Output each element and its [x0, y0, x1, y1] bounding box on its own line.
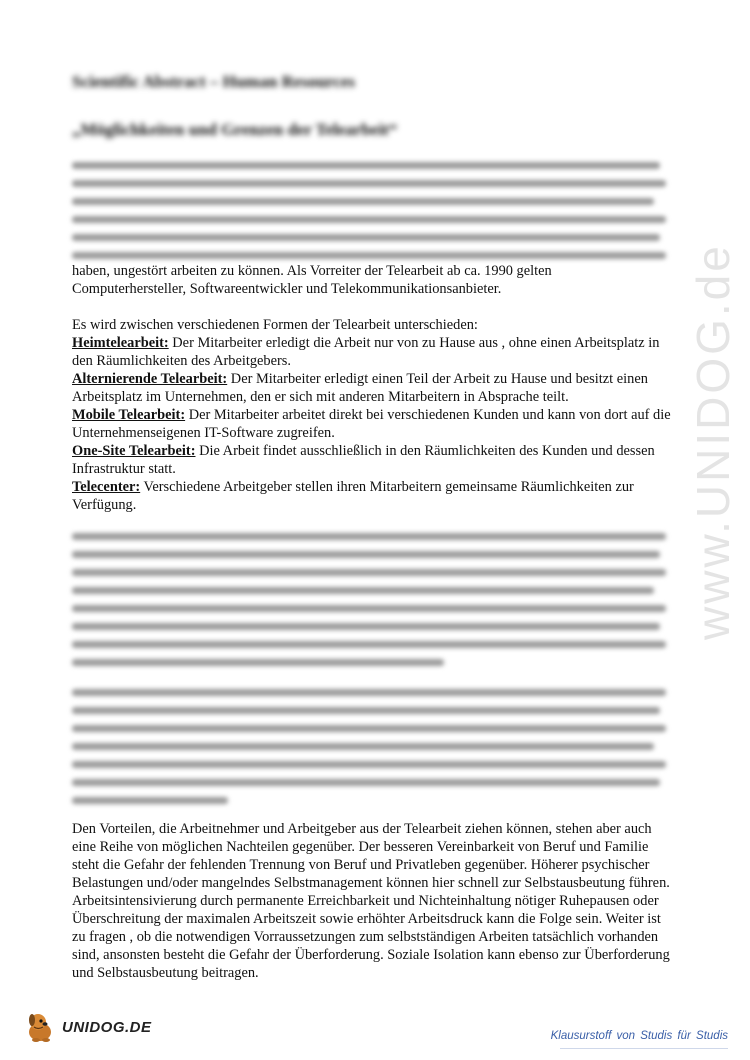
footer-slogan: Klausurstoff von Studis für Studis — [550, 1030, 728, 1042]
disadvantages-paragraph — [72, 820, 672, 982]
form-item-alternierende — [72, 370, 672, 406]
form-item-one-site — [72, 442, 672, 478]
form-term: Telecenter: — [72, 479, 141, 495]
form-text: Der Mitarbeiter erledigt die Arbeit nur von zu Hause aus , ohne einen Arbeitsplatz in den Räumlichkeiten des Arbeitgebers. — [72, 335, 660, 369]
form-term: One-Site Telearbeit: — [72, 443, 196, 459]
form-term: Heimtelearbeit: — [72, 335, 169, 351]
document-subtitle: „Möglichkeiten und Grenzen der Telearbeit“ — [72, 120, 398, 139]
forms-section — [72, 316, 672, 514]
blurred-advantages-employers — [72, 683, 672, 809]
unidog-watermark: www.UNIDOG.de — [687, 243, 739, 640]
form-term: Mobile Telearbeit: — [72, 407, 186, 423]
form-text: Die Arbeit findet ausschließlich in den Räumlichkeiten des Kunden und dessen Infrastruktur statt. — [72, 443, 655, 477]
blurred-advantages-employees — [72, 527, 672, 671]
blurred-intro-paragraph — [72, 156, 672, 264]
form-text: Der Mitarbeiter arbeitet direkt bei verschiedenen Kunden und kann von dort auf die Unternehmenseigenen IT-Software zugreifen. — [72, 407, 671, 441]
form-item-mobile — [72, 406, 672, 442]
form-text: Der Mitarbeiter erledigt einen Teil der Arbeit zu Hause und besitzt einen Arbeitsplatz im Unternehmen, den er sich mit anderen Mitarbeitern in Absprache teilt. — [72, 371, 648, 405]
disadvantages-text: Den Vorteilen, die Arbeitnehmer und Arbeitgeber aus der Telearbeit ziehen können, stehen aber auch eine Reihe von möglichen Nachteilen gegenüber. Der besseren Vereinbarkeit von Beruf und Familie steht die Gefahr der fehlenden Trennung von Beruf und Privatleben gegenüber. Höherer psychischer Belastungen und/oder mangelndes Selbstmanagement können hier schnell zur Selbstausbeutung führen. Arbeitsintensivierung durch permanente Erreichbarkeit und Nichteinhaltung nötiger Ruhepausen oder Überschreitung der maximalen Arbeitszeit sowie erhöhter Arbeitsdruck kann die Folge sein. Weiter ist zu fragen , ob die notwendigen Vorraussetzungen zum selbstständigen Arbeiten tatsächlich vorhanden sind, ansonsten besteht die Gefahr der Überforderung. Soziale Isolation kann ebenso zur Überforderung und Selbstausbeutung beitragen. — [72, 821, 670, 981]
document-title: Scientific Abstract – Human Resources — [72, 72, 355, 91]
footer-divider — [560, 1048, 728, 1049]
form-item-telecenter — [72, 478, 672, 514]
intro-visible-text — [72, 262, 672, 298]
intro-line-2: Computerhersteller, Softwareentwickler und Telekommunikationsanbieter. — [72, 281, 502, 297]
dog-mascot-icon — [24, 1010, 58, 1044]
logo-text: UNIDOG.DE — [62, 1018, 152, 1036]
forms-intro: Es wird zwischen verschiedenen Formen der Telearbeit unterschieden: — [72, 317, 478, 333]
form-item-heimtelearbeit — [72, 334, 672, 370]
intro-line-1: haben, ungestört arbeiten zu können. Als Vorreiter der Telearbeit ab ca. 1990 gelten — [72, 263, 552, 279]
form-text: Verschiedene Arbeitgeber stellen ihren Mitarbeitern gemeinsame Räumlichkeiten zur Verfügung. — [72, 479, 634, 513]
unidog-logo — [24, 1010, 152, 1044]
form-term: Alternierende Telearbeit: — [72, 371, 228, 387]
